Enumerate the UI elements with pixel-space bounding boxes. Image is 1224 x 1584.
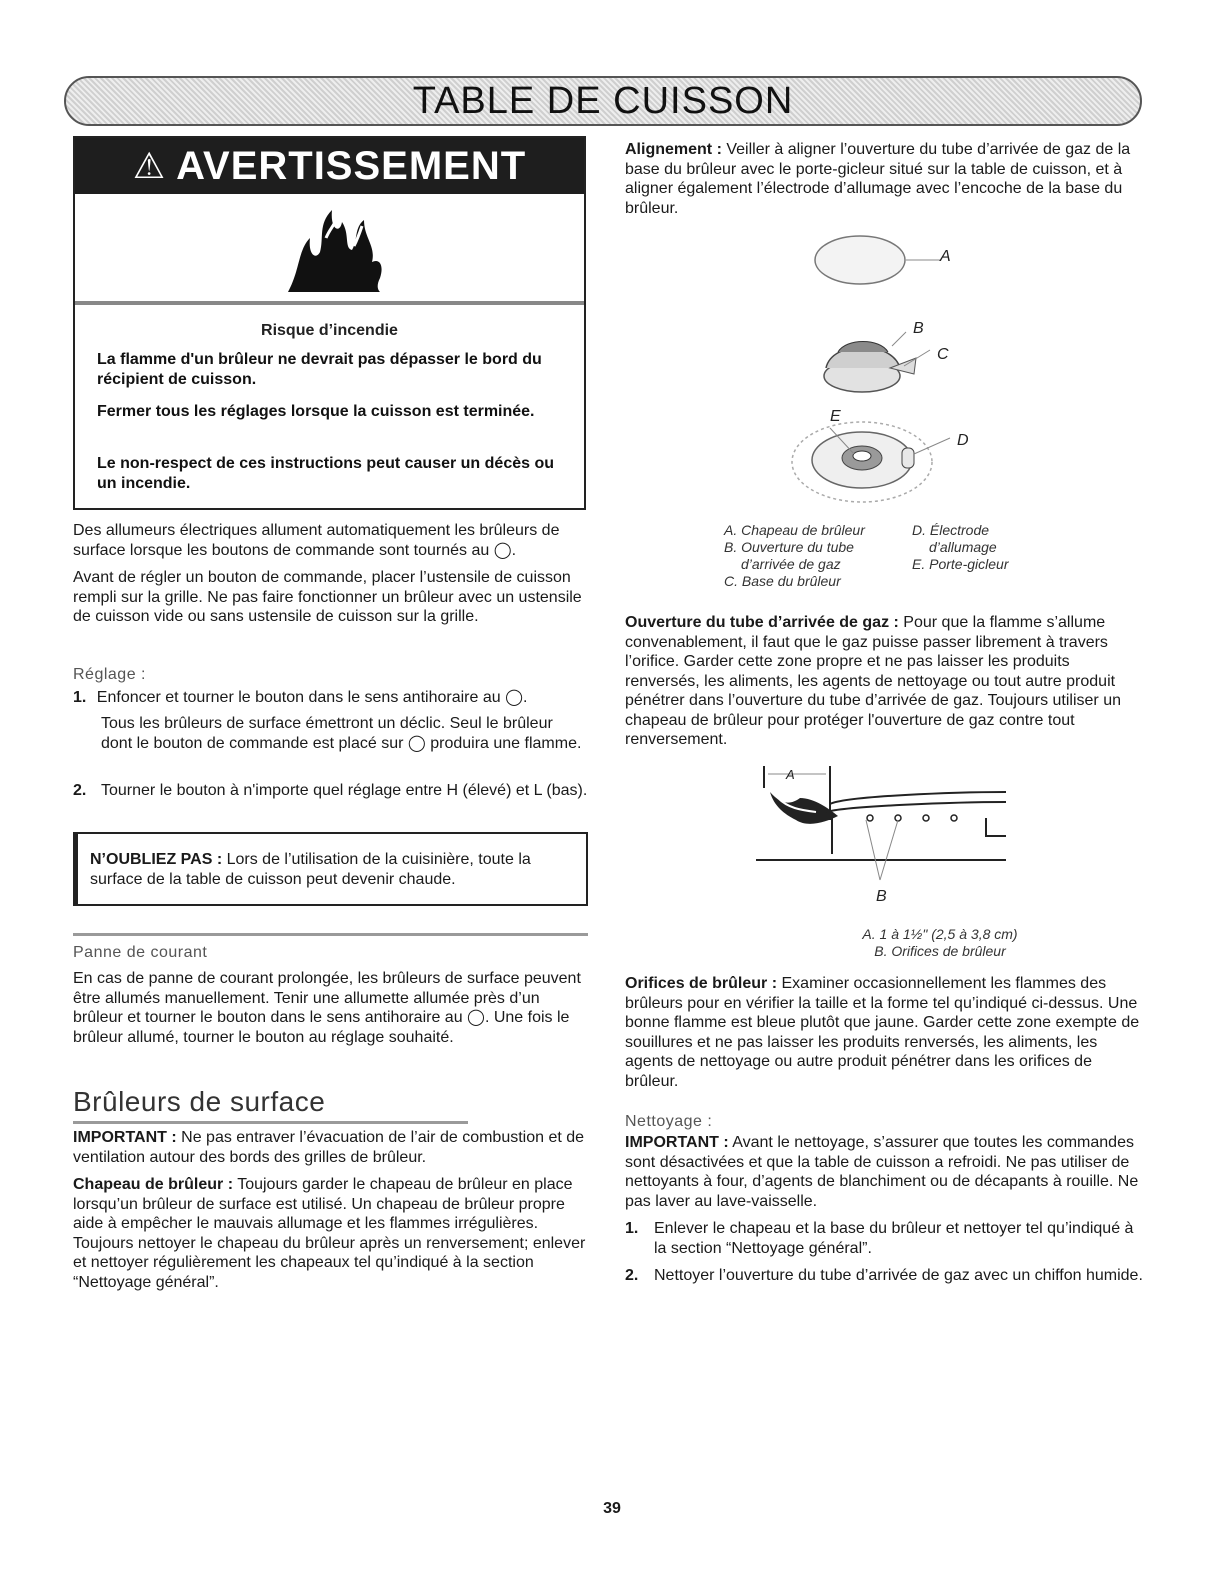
chapeau-text: Toujours garder le chapeau de brûleur en place lorsqu’un brûleur de surface est utilisé. Un chapeau de brûleur propre aide à empêcher le mauvais allumage et les flammes irrégulières. Toujours nettoyer le chapeau du brûleur après un renversement; enlever et nettoyer régulièrement les chapeaux tel qu’indiqué à la section “Nettoyage général”. bbox=[73, 1176, 586, 1291]
caption-d-cont: d’allumage bbox=[929, 539, 997, 555]
orifices-label: Orifices de brûleur : bbox=[625, 975, 778, 992]
fig1-label-d: D bbox=[957, 432, 969, 449]
step-1-text: Enfoncer et tourner le bouton dans le sens antihoraire au bbox=[96, 689, 501, 706]
caption-a: A. Chapeau de brûleur bbox=[724, 522, 865, 538]
fig2-caption-b: B. Orifices de brûleur bbox=[874, 943, 1006, 959]
chapeau-paragraph bbox=[73, 1175, 588, 1292]
warning-header bbox=[75, 138, 584, 194]
reglage-title: Réglage : bbox=[73, 666, 146, 683]
fig1-captions-left bbox=[724, 522, 914, 590]
fig2-captions bbox=[790, 926, 1090, 960]
warning-risk: Risque d’incendie bbox=[261, 322, 398, 339]
nettoyage-title: Nettoyage : bbox=[625, 1113, 713, 1130]
fig2-label-a: A bbox=[786, 767, 795, 782]
orifices-paragraph bbox=[625, 974, 1145, 1091]
note-label: N’OUBLIEZ PAS : bbox=[90, 851, 223, 868]
lite-icon: ◯ bbox=[493, 541, 512, 559]
nett-step-1-number: 1. bbox=[625, 1220, 639, 1237]
paragraph-allumeurs bbox=[73, 521, 588, 560]
section-title-underline bbox=[73, 1121, 468, 1124]
flame-drawing bbox=[770, 792, 838, 824]
note-content bbox=[90, 850, 580, 889]
warning-box bbox=[73, 136, 586, 510]
alignement-paragraph bbox=[625, 140, 1145, 218]
fire-icon bbox=[280, 200, 390, 295]
electrode-drawing bbox=[902, 448, 914, 468]
step-1-note bbox=[101, 714, 588, 753]
caption-d: D. Électrode bbox=[912, 522, 990, 538]
fig1-captions-right bbox=[912, 522, 1052, 573]
ouverture-paragraph bbox=[625, 613, 1145, 750]
reglage-step-2 bbox=[73, 781, 588, 801]
panne-text-end: . Une fois le brûleur allumé, tourner le bouton au réglage souhaité. bbox=[73, 1009, 570, 1046]
fig2-label-b: B bbox=[876, 888, 887, 905]
warning-title: AVERTISSEMENT bbox=[176, 143, 527, 188]
nettoyage-step-2 bbox=[625, 1266, 1145, 1286]
step-2-text: Tourner le bouton à n'importe quel réglage entre H (élevé) et L (bas). bbox=[101, 782, 588, 799]
alignement-text: Veiller à aligner l’ouverture du tube d’arrivée de gaz de la base du brûleur avec le porte-gicleur situé sur la table de cuisson, et à aligner également l’électrode d’allumage avec l’encoche de la base du brûleur. bbox=[625, 141, 1131, 217]
fig1-label-a: A bbox=[940, 248, 951, 265]
ouverture-text: Pour que la flamme s’allume convenablement, il faut que le gaz puisse passer librement à travers l’orifice. Garder cette zone propre et ne pas laisser les produits renversés, les aliments, les agents de nettoyage ou tout autre produit pénétrer dans l’ouverture du tube d’arrivée de gaz. Toujours utiliser un chapeau de brûleur pour protéger l'ouverture de gaz contre tout renversement. bbox=[625, 614, 1121, 748]
chapeau-label: Chapeau de brûleur : bbox=[73, 1176, 234, 1193]
burner-cap-drawing bbox=[815, 236, 905, 284]
step-1-note-end: produira une flamme. bbox=[430, 734, 582, 752]
lite-icon: ◯ bbox=[505, 689, 523, 706]
nettoyage-important-text: Avant le nettoyage, s’assurer que toutes les commandes sont désactivées et que la table de cuisson a refroidi. Ne pas utiliser de nettoyants à four, d’agents de blanchiment ou de décapants à rouille. Ne pas laver au lave-vaisselle. bbox=[625, 1134, 1139, 1210]
burner-exploded-diagram bbox=[780, 228, 1000, 518]
warning-line-1: La flamme d'un brûleur ne devrait pas dépasser le bord du récipient de cuisson. bbox=[97, 351, 542, 388]
nett-step-1-text: Enlever le chapeau et la base du brûleur et nettoyer tel qu’indiqué à la section “Nettoyage général”. bbox=[654, 1220, 1134, 1257]
fig1-label-b: B bbox=[913, 320, 924, 337]
section-title-bruleurs: Brûleurs de surface bbox=[73, 1086, 326, 1117]
section-rule bbox=[73, 933, 588, 936]
fig2-caption-a: A. 1 à 1½" (2,5 à 3,8 cm) bbox=[862, 926, 1018, 942]
important-text: Ne pas entraver l’évacuation de l’air de combustion et de ventilation autour des bords des grilles de brûleur. bbox=[73, 1129, 585, 1166]
ouverture-label: Ouverture du tube d’arrivée de gaz : bbox=[625, 614, 899, 631]
step-1-note-text: Tous les brûleurs de surface émettront un déclic. Seul le brûleur dont le bouton de commande est placé sur bbox=[101, 715, 553, 752]
caption-b-cont: d’arrivée de gaz bbox=[741, 556, 841, 572]
leader-line-d bbox=[914, 438, 950, 454]
step-1-number: 1. bbox=[73, 689, 87, 706]
step-2-number: 2. bbox=[73, 782, 87, 799]
important-label: IMPORTANT : bbox=[73, 1129, 177, 1146]
note-text: Lors de l’utilisation de la cuisinière, toute la surface de la table de cuisson peut devenir chaude. bbox=[90, 851, 531, 888]
orifice-leader-1 bbox=[866, 820, 880, 880]
lite-icon: ◯ bbox=[407, 734, 426, 752]
caption-b: B. Ouverture du tube bbox=[724, 539, 854, 555]
page-title: TABLE DE CUISSON bbox=[412, 80, 794, 122]
important-paragraph bbox=[73, 1128, 588, 1167]
caption-c: C. Base du brûleur bbox=[724, 573, 841, 589]
title-banner bbox=[64, 76, 1142, 126]
panne-paragraph bbox=[73, 969, 588, 1047]
warning-line-3: Le non-respect de ces instructions peut causer un décès ou un incendie. bbox=[97, 455, 555, 492]
caption-e: E. Porte-gicleur bbox=[912, 556, 1009, 572]
leader-line-b bbox=[892, 332, 906, 346]
orifice-leader-2 bbox=[880, 820, 898, 880]
nettoyage-important-label: IMPORTANT : bbox=[625, 1134, 729, 1151]
paragraph-allumeurs-text: Des allumeurs électriques allument automatiquement les brûleurs de surface lorsque les boutons de commande sont tournés au bbox=[73, 522, 560, 559]
note-box bbox=[73, 832, 588, 906]
page-number: 39 bbox=[603, 1500, 621, 1517]
lite-icon: ◯ bbox=[467, 1009, 485, 1026]
leader-line-c bbox=[904, 350, 930, 366]
warning-line-2: Fermer tous les réglages lorsque la cuisson est terminée. bbox=[97, 403, 535, 420]
alignement-label: Alignement : bbox=[625, 141, 722, 158]
nett-step-2-number: 2. bbox=[625, 1267, 639, 1284]
paragraph-allumeurs-end: . bbox=[511, 541, 517, 559]
nettoyage-important bbox=[625, 1133, 1145, 1211]
orifices-text: Examiner occasionnellement les flammes des brûleurs pour en vérifier la taille et la forme tel qu’indiqué ci-dessus. Une bonne flamme est bleue plutôt que jaune. Garder cette zone exempte de souillures et ne pas laisser les produits renversés, les aliments, les agents de nettoyage ou autre produit pénétrer dans les orifices de brûleur. bbox=[625, 975, 1140, 1090]
paragraph-avant: Avant de régler un bouton de commande, placer l’ustensile de cuisson rempli sur la grille. Ne pas faire fonctionner un brûleur avec un ustensile de cuisson vide ou sans ustensile de cuisson sur la grille. bbox=[73, 569, 582, 625]
warning-divider bbox=[75, 301, 584, 305]
reglage-step-1 bbox=[73, 688, 588, 708]
nett-step-2-text: Nettoyer l’ouverture du tube d’arrivée de gaz avec un chiffon humide. bbox=[654, 1267, 1143, 1284]
nettoyage-step-1 bbox=[625, 1219, 1145, 1258]
panne-title: Panne de courant bbox=[73, 944, 208, 961]
fig1-label-e: E bbox=[830, 408, 841, 425]
panne-text: En cas de panne de courant prolongée, les brûleurs de surface peuvent être allumés manuellement. Tenir une allumette allumée près d’un brûleur et tourner le bouton dans le sens antihoraire au bbox=[73, 970, 581, 1026]
warning-triangle-icon: ⚠ bbox=[132, 145, 167, 186]
fig1-label-c: C bbox=[937, 346, 949, 363]
step-1-end: . bbox=[522, 689, 528, 706]
